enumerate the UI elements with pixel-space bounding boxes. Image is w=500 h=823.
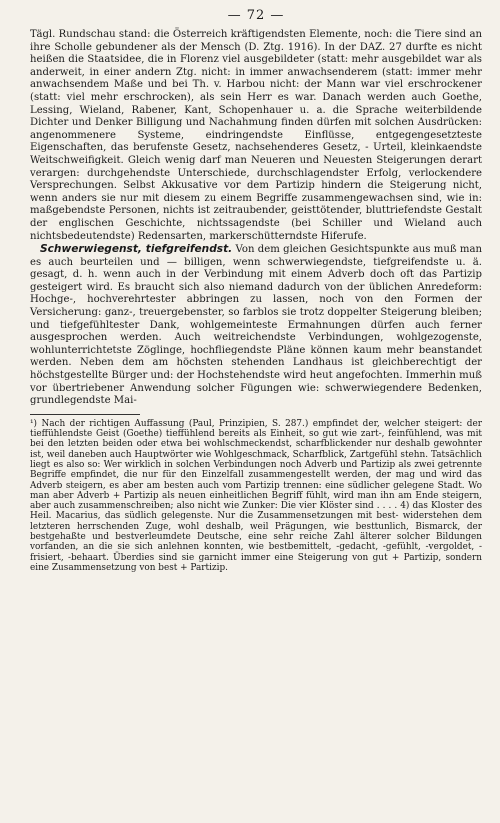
paragraph-2	[30, 243, 482, 408]
paragraph-2-text: Von dem gleichen Gesichtspunkte aus muß man es auch beurteilen und — billigen, wenn schwerwiegendste, tiefgreifendste u. ä. gesagt, d. h. wenn auch in der Verbindung mit einem Adverb doch oft das Partizip gesteigert wird. Es braucht sich also niemand dadurch von der üblichen Anredeform: Hochge-, hochverehrtester abbringen zu lassen, noch von den Formen der Versicherung: ganz-, treuergebenster, so farblos sie trotz doppelter Steigerung bleiben; und tiefgefühltester Dank, wohlgemeinteste Ermahnungen dürfen auch ferner ausgesprochen werden. Auch weitreichendste Verbindungen, wohlgezogenste, wohlunterrichtetste Zöglinge, hochfliegendste Pläne können kaum mehr beanstandet werden. Neben dem am höchsten stehenden Landhaus ist gleichberechtigt der höchstgestellte Bürger und: der Hochstehendste wird heut angefochten. Immerhin muß vor übertriebener Anwendung solcher Fügungen wie: schwerwiegendere Bedenken, grundlegendste Mai-	[30, 244, 482, 407]
page-number: — 72 —	[227, 8, 285, 23]
paragraph-1: Tägl. Rundschau stand: die Österreich kräftigendsten Elemente, noch: die Tiere sind an ihre Scholle gebundener als der Mensch (D. Ztg. 1916). In der DAZ. 27 durfte es nicht heißen die Staatsidee, die in Florenz viel ausgebildeter (statt: mehr ausgebildet war als anderweit, in einer andern Ztg. nicht: in immer anwachsenderem (statt: immer mehr anwachsendem Maße und bei Th. v. Harbou nicht: der Mann war viel erschrockener (statt: viel mehr erschrocken), als sein Herr es war. Danach werden auch Goethe, Lessing, Wieland, Rabener, Kant, Schopenhauer u. a. die Sprache weiterbildende Dichter und Denker Billigung und Nachahmung finden dürfen mit solchen Ausdrücken: angenommenere Systeme, eindringendste Einflüsse, entgegengesetzteste Eigenschaften, das berufenste Gesetz, nachsehenderes Gesetz, - Urteil, kleinkaendste Weitschweifigkeit. Gleich wenig darf man Neueren und Neuesten Steigerungen derart verargen: durchgehendste Unterschiede, durchschlagendster Erfolg, verlockendere Versprechungen. Selbst Akkusative vor dem Partizip hindern die Steigerung nicht, wenn anders sie nur mit diesem zu einem Begriffe zusammengewachsen sind, wie in: maßgebendste Personen, nichts ist zeitraubender, geisttötender, bluttriefendste Gestalt der englischen Geschichte, nichtssagendste (bei Schiller und Wieland auch nichtsbedeutendste) Redensarten, markerschütterndste Hiferufe.	[30, 29, 482, 242]
footnote	[30, 419, 482, 573]
body-text	[30, 29, 482, 408]
footnote-divider	[30, 414, 140, 415]
inline-heading: Schwerwiegenst, tiefgreifendst.	[40, 243, 233, 256]
footnote-text: ¹) Nach der richtigen Auffassung (Paul, Prinzipien, S. 287.) empfindet der, welcher steigert: der tieffühlendste Geist (Goethe) tieffühlend bereits als Einheit, so gut wie zart-, feinfühlend, was mit bei den letzten beiden oder etwa bei wohlschmeckendst, scharfblickender nur deshalb gewohnter ist, weil daneben auch Hauptwörter wie Wohlgeschmack, Scharfblick, Zartgefühl stehn. Tatsächlich liegt es also so: Wer wirklich in solchen Verbindungen noch Adverb und Partizip als zwei getrennte Begriffe empfindet, die nur für den Einzelfall zusammengestellt werden, der mag und wird das Adverb steigern, es aber am besten auch vom Partizip trennen: eine südlicher gelegene Stadt. Wo man aber Adverb + Partizip als neuen einheitlichen Begriff fühlt, wird man ihn am Ende steigern, aber auch zusammenschreiben; also nicht wie Zunker: Die vier Klöster sind . . . . 4) das Kloster des Heil. Macarius, das südlich gelegenste. Nur die Zusammensetzungen mit best- widerstehen dem letzteren herrschenden Zuge, wohl deshalb, weil Prägungen, wie besttunlich, Bismarck, der bestgehaßte und bestverleumdete Deutsche, eine sehr reiche Zahl älterer solcher Bildungen vorfanden, an die sie sich anlehnen konnten, wie bestbemittelt, -gedacht, -gefühlt, -vergoldet, -frisiert, -behaart. Überdies sind sie garnicht immer eine Steigerung von gut + Partizip, sondern eine Zusammensetzung von best + Partizip.	[30, 418, 482, 573]
